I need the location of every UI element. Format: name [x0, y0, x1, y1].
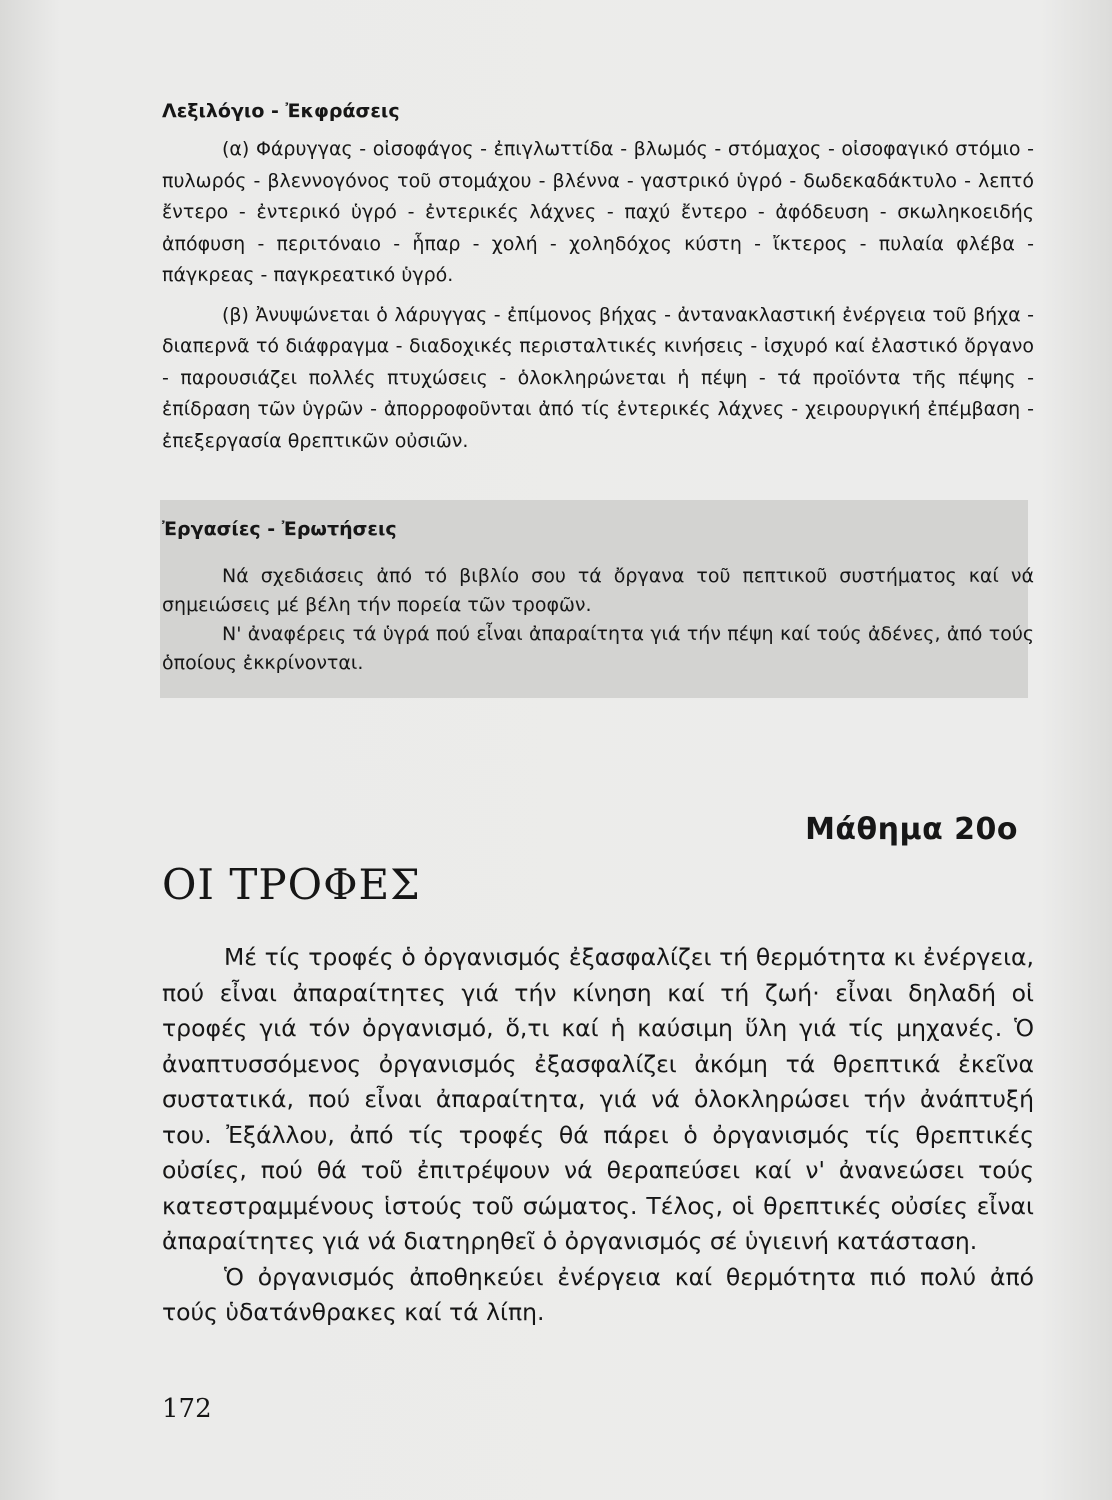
- lesson-number: Μάθημα 20ο: [805, 812, 1018, 847]
- vocabulary-paragraph-b: (β) Ἀνυψώνεται ὁ λάρυγγας - ἐπίμονος βήχας - ἀντανακλαστική ἐνέργεια τοῦ βήχα - διαπερνᾶ τό διάφραγμα - διαδοχικές περισταλτικές κινήσεις - ἰσχυρό καί ἐλαστικό ὄργανο - παρουσιάζει πολλές πτυχώσεις - ὁλοκληρώνεται ἡ πέψη - τά προϊόντα τῆς πέψης - ἐπίδραση τῶν ὑγρῶν - ἀπορροφοῦνται ἀπό τίς ἐντερικές λάχνες - χειρουργική ἐπέμβαση - ἐπεξεργασία θρεπτικῶν οὐσιῶν.: [162, 303, 1034, 452]
- vocabulary-text: [162, 134, 1034, 457]
- vocabulary-heading: Λεξιλόγιο - Ἐκφράσεις: [162, 100, 400, 122]
- lesson-paragraph-1: Μέ τίς τροφές ὁ ὀργανισμός ἐξασφαλίζει τή θερμότητα κι ἐνέργεια, πού εἶναι ἀπαραίτητες γιά τήν κίνηση καί τή ζωή· εἶναι δηλαδή οἱ τροφές γιά τόν ὀργανισμό, ὅ,τι καί ἡ καύσιμη ὕλη γιά τίς μηχανές. Ὁ ἀναπτυσσόμενος ὀργανισμός ἐξασφαλίζει ἀκόμη τά θρεπτικά ἐκεῖνα συστατικά, πού εἶναι ἀπαραίτητα, γιά νά ὁλοκληρώσει τήν ἀνάπτυξή του. Ἐξάλλου, ἀπό τίς τροφές θά πάρει ὁ ὀργανισμός τίς θρεπτικές οὐσίες, πού θά τοῦ ἐπιτρέψουν νά θεραπεύσει καί ν' ἀνανεώσει τούς κατεστραμμένους ἱστούς τοῦ σώματος. Τέλος, οἱ θρεπτικές οὐσίες εἶναι ἀπαραίτητες γιά νά διατηρηθεῖ ὁ ὀργανισμός σέ ὑγιεινή κατάσταση.: [162, 943, 1034, 1255]
- vocabulary-paragraph-a: (α) Φάρυγγας - οἰσοφάγος - ἐπιγλωττίδα - βλωμός - στόμαχος - οἰσοφαγικό στόμιο - πυλωρός - βλεννογόνος τοῦ στομάχου - βλέννα - γαστρικό ὑγρό - δωδεκαδάκτυλο - λεπτό ἔντερο - ἐντερικό ὑγρό - ἐντερικές λάχνες - παχύ ἔντερο - ἀφόδευση - σκωληκοειδής ἀπόφυση - περιτόναιο - ἧπαρ - χολή - χοληδόχος κύστη - ἴκτερος - πυλαία φλέβα - πάγκρεας - παγκρεατικό ὑγρό.: [162, 138, 1034, 286]
- lesson-title: ΟΙ ΤΡΟΦΕΣ: [162, 860, 421, 909]
- exercises-section: [162, 518, 1034, 678]
- lesson-body: [162, 940, 1034, 1331]
- vocabulary-section: [162, 100, 1034, 457]
- lesson-paragraph-2: Ὁ ὀργανισμός ἀποθηκεύει ἐνέργεια καί θερμότητα πιό πολύ ἀπό τούς ὑδατάνθρακες καί τά λίπη.: [162, 1262, 1034, 1326]
- exercise-question-1: Νά σχεδιάσεις ἀπό τό βιβλίο σου τά ὄργανα τοῦ πεπτικοῦ συστήματος καί νά σημειώσεις μέ βέλη τήν πορεία τῶν τροφῶν.: [162, 565, 1034, 616]
- page-number: 172: [162, 1394, 212, 1424]
- exercises-text: [162, 562, 1034, 678]
- exercises-heading: Ἐργασίες - Ἐρωτήσεις: [162, 518, 397, 540]
- exercise-question-2: Ν' ἀναφέρεις τά ὑγρά πού εἶναι ἀπαραίτητα γιά τήν πέψη καί τούς ἀδένες, ἀπό τούς ὁποίους ἐκκρίνονται.: [162, 623, 1034, 674]
